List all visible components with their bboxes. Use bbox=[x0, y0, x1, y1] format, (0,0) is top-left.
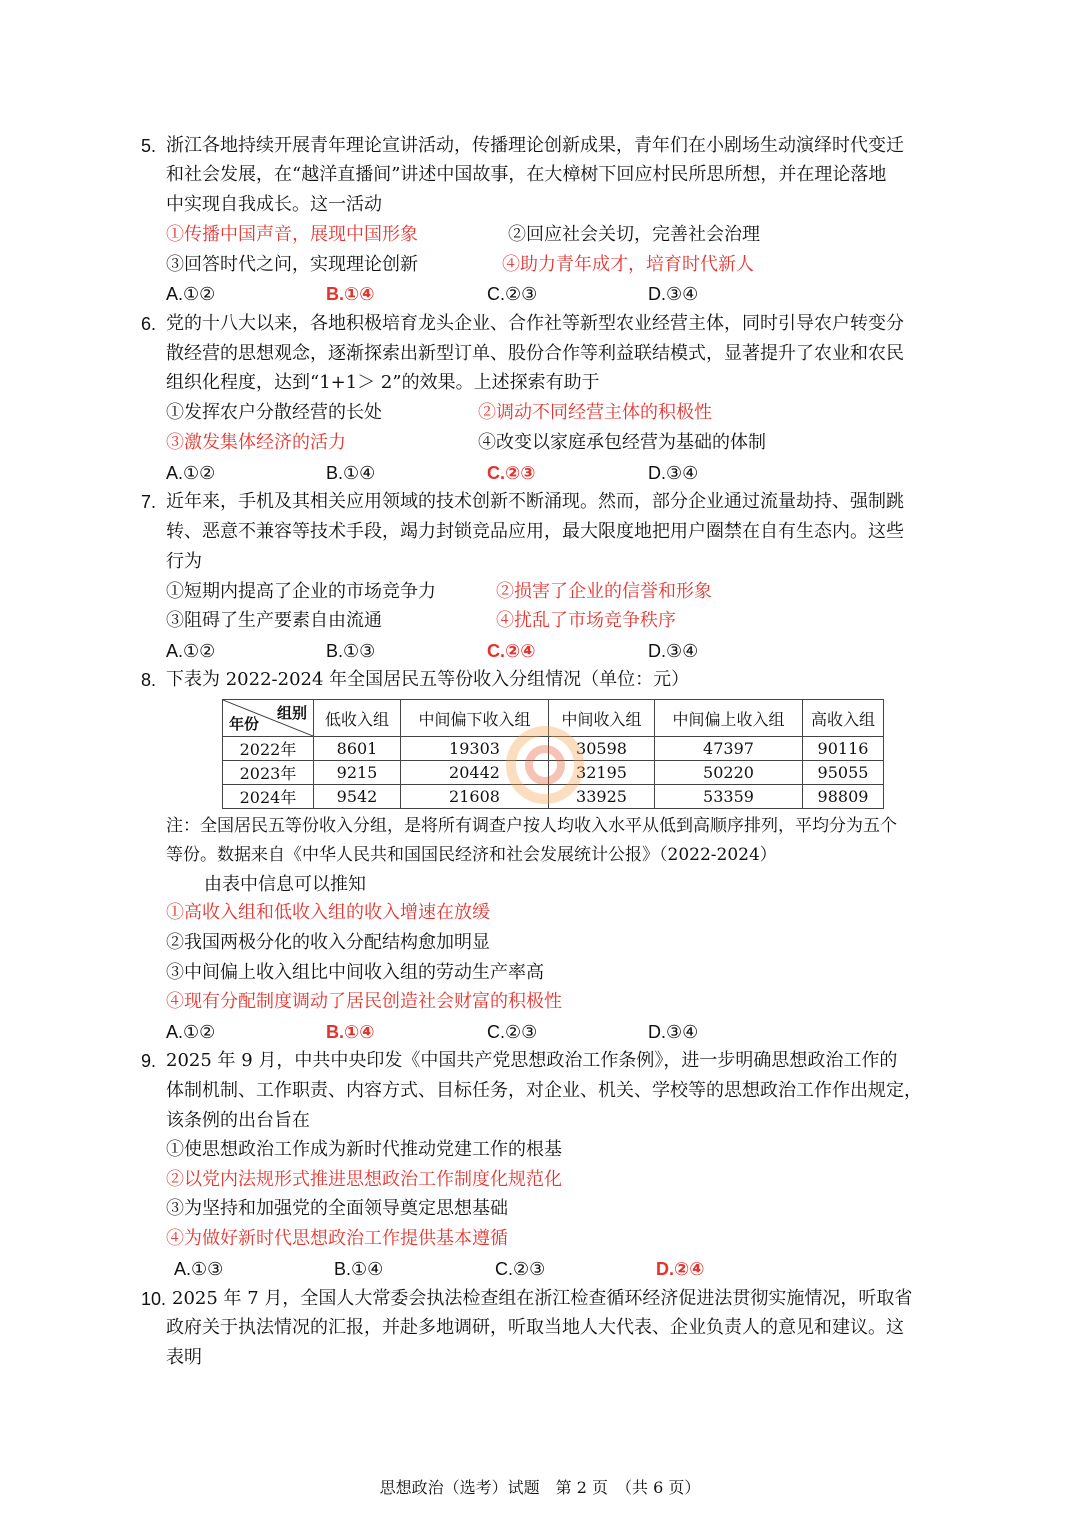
q7-number: 7. bbox=[141, 492, 157, 512]
q8-option-b: B.①④ bbox=[326, 1022, 375, 1042]
q5-option-d: D.③④ bbox=[648, 284, 699, 304]
q10-line-3: 表明 bbox=[166, 1347, 202, 1368]
table-cell-year: 2022年 bbox=[223, 737, 314, 761]
q5-option-a: A.①② bbox=[166, 284, 216, 304]
q8-note-line-1: 注：全国居民五等份收入分组，是将所有调查户按人均收入水平从低到高顺序排列，平均分为五个 bbox=[166, 816, 897, 836]
table-cell: 30598 bbox=[549, 737, 655, 761]
table-cell: 50220 bbox=[655, 761, 803, 785]
q7-statement-2: ②损害了企业的信誉和形象 bbox=[496, 581, 712, 602]
table-corner-cell bbox=[223, 700, 314, 737]
q9-option-a: A.①③ bbox=[174, 1259, 224, 1279]
q5-statement-3: ③回答时代之问，实现理论创新 bbox=[166, 254, 418, 275]
q5-line-3: 中实现自我成长。这一活动 bbox=[166, 194, 382, 215]
q6-statement-2: ②调动不同经营主体的积极性 bbox=[478, 402, 712, 423]
q7-statement-4: ④扰乱了市场竞争秩序 bbox=[496, 610, 676, 631]
q10-line-2: 政府关于执法情况的汇报，并赴多地调研，听取当地人大代表、企业负责人的意见和建议。这 bbox=[166, 1317, 904, 1338]
page-footer: 思想政治（选考）试题 第 2 页 （共 6 页） bbox=[379, 1478, 701, 1497]
q8-statement-3: ③中间偏上收入组比中间收入组的劳动生产率高 bbox=[166, 962, 544, 983]
q9-statement-4: ④为做好新时代思想政治工作提供基本遵循 bbox=[166, 1228, 508, 1249]
q8-option-d: D.③④ bbox=[648, 1022, 699, 1042]
q7-option-b: B.①③ bbox=[326, 641, 376, 661]
q8-note-line-2: 等份。数据来自《中华人民共和国国民经济和社会发展统计公报》（2022-2024） bbox=[166, 845, 777, 865]
q9-option-d: D.②④ bbox=[656, 1259, 705, 1279]
q6-statement-3: ③激发集体经济的活力 bbox=[166, 432, 346, 453]
table-header: 高收入组 bbox=[803, 700, 884, 737]
q10-line-1: 2025 年 7 月，全国人大常委会执法检查组在浙江检查循环经济促进法贯彻实施情况，听取省 bbox=[172, 1288, 913, 1309]
table-cell: 95055 bbox=[803, 761, 884, 785]
table-cell: 8601 bbox=[314, 737, 401, 761]
table-cell: 32195 bbox=[549, 761, 655, 785]
q5-number: 5. bbox=[141, 136, 157, 156]
table-cell: 47397 bbox=[655, 737, 803, 761]
q8-statement-2: ②我国两极分化的收入分配结构愈加明显 bbox=[166, 932, 490, 953]
q6-option-a: A.①② bbox=[166, 463, 216, 483]
table-cell: 33925 bbox=[549, 785, 655, 809]
q9-statement-3: ③为坚持和加强党的全面领导奠定思想基础 bbox=[166, 1198, 508, 1219]
q6-number: 6. bbox=[141, 314, 157, 334]
q10-number: 10. bbox=[141, 1289, 167, 1309]
q6-line-3: 组织化程度，达到“1+1＞ 2”的效果。上述探索有助于 bbox=[166, 372, 600, 393]
q9-option-b: B.①④ bbox=[334, 1259, 384, 1279]
q5-statement-2: ②回应社会关切，完善社会治理 bbox=[508, 224, 760, 245]
q7-statement-1: ①短期内提高了企业的市场竞争力 bbox=[166, 581, 436, 602]
table-cell: 98809 bbox=[803, 785, 884, 809]
table-cell: 20442 bbox=[401, 761, 549, 785]
q5-option-c: C.②③ bbox=[487, 284, 538, 304]
table-header: 中间偏上收入组 bbox=[655, 700, 803, 737]
table-cell: 53359 bbox=[655, 785, 803, 809]
q7-line-1: 近年来，手机及其相关应用领域的技术创新不断涌现。然而，部分企业通过流量劫持、强制跳 bbox=[166, 491, 904, 512]
q9-number: 9. bbox=[141, 1051, 157, 1071]
q8-statement-4: ④现有分配制度调动了居民创造社会财富的积极性 bbox=[166, 991, 562, 1012]
table-cell: 9542 bbox=[314, 785, 401, 809]
table-cell: 90116 bbox=[803, 737, 884, 761]
q8-number: 8. bbox=[141, 670, 157, 690]
table-cell: 21608 bbox=[401, 785, 549, 809]
table-header: 中间收入组 bbox=[549, 700, 655, 737]
table-cell-year: 2023年 bbox=[223, 761, 314, 785]
q8-option-a: A.①② bbox=[166, 1022, 216, 1042]
q7-line-2: 转、恶意不兼容等技术手段，竭力封锁竞品应用，最大限度地把用户圈禁在自有生态内。这些 bbox=[166, 521, 904, 542]
q6-line-1: 党的十八大以来，各地积极培育龙头企业、合作社等新型农业经营主体，同时引导农户转变分 bbox=[166, 313, 904, 334]
q6-statement-1: ①发挥农户分散经营的长处 bbox=[166, 402, 382, 423]
q6-option-d: D.③④ bbox=[648, 463, 699, 483]
q8-statement-1: ①高收入组和低收入组的收入增速在放缓 bbox=[166, 902, 490, 923]
q9-statement-1: ①使思想政治工作成为新时代推动党建工作的根基 bbox=[166, 1139, 562, 1160]
q7-option-a: A.①② bbox=[166, 641, 216, 661]
q7-option-c: C.②④ bbox=[487, 641, 536, 661]
table-header: 中间偏下收入组 bbox=[401, 700, 549, 737]
watermark-logo bbox=[490, 720, 600, 820]
q7-statement-3: ③阻碍了生产要素自由流通 bbox=[166, 610, 382, 631]
q9-option-c: C.②③ bbox=[495, 1259, 546, 1279]
q6-option-b: B.①④ bbox=[326, 463, 376, 483]
q9-line-2: 体制机制、工作职责、内容方式、目标任务，对企业、机关、学校等的思想政治工作作出规定， bbox=[166, 1080, 922, 1101]
table-cell: 9215 bbox=[314, 761, 401, 785]
q9-line-1: 2025 年 9 月，中共中央印发《中国共产党思想政治工作条例》，进一步明确思想政治工作的 bbox=[166, 1050, 898, 1071]
q6-line-2: 散经营的思想观念，逐渐探索出新型订单、股份合作等利益联结模式，显著提升了农业和农民 bbox=[166, 343, 904, 364]
q5-option-b: B.①④ bbox=[326, 284, 375, 304]
q9-statement-2: ②以党内法规形式推进思想政治工作制度化规范化 bbox=[166, 1169, 562, 1190]
q5-line-2: 和社会发展，在“越洋直播间”讲述中国故事，在大樟树下回应村民所思所想，并在理论落地 bbox=[166, 164, 887, 185]
q9-line-3: 该条例的出台旨在 bbox=[166, 1110, 310, 1131]
q8-intro: 下表为 2022-2024 年全国居民五等份收入分组情况（单位：元） bbox=[166, 669, 690, 690]
q7-line-3: 行为 bbox=[166, 551, 202, 572]
corner-label-year: 年份 bbox=[229, 715, 260, 733]
table-header: 低收入组 bbox=[314, 700, 401, 737]
q5-statement-4: ④助力青年成才，培育时代新人 bbox=[502, 254, 754, 275]
table-cell: 19303 bbox=[401, 737, 549, 761]
q7-option-d: D.③④ bbox=[648, 641, 699, 661]
table-cell-year: 2024年 bbox=[223, 785, 314, 809]
corner-label-group: 组别 bbox=[276, 704, 307, 722]
q5-line-1: 浙江各地持续开展青年理论宣讲活动，传播理论创新成果，青年们在小剧场生动演绎时代变迁 bbox=[166, 135, 904, 156]
q5-statement-1: ①传播中国声音，展现中国形象 bbox=[166, 224, 418, 245]
q6-option-c: C.②③ bbox=[487, 463, 536, 483]
q8-option-c: C.②③ bbox=[487, 1022, 538, 1042]
q6-statement-4: ④改变以家庭承包经营为基础的体制 bbox=[478, 432, 766, 453]
q8-lead: 由表中信息可以推知 bbox=[204, 874, 366, 895]
